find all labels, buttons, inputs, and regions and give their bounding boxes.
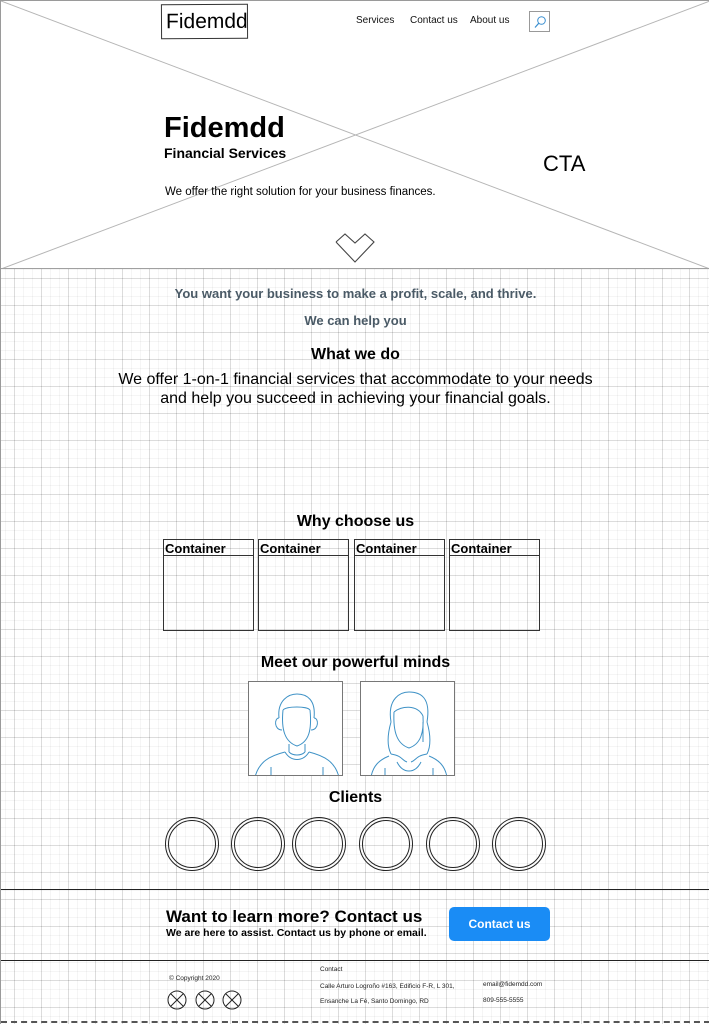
client-logo[interactable]: [492, 817, 546, 871]
what-we-do-title: What we do: [311, 346, 400, 363]
female-avatar-icon: [361, 682, 455, 776]
cta-title: Want to learn more? Contact us: [166, 907, 423, 926]
feature-container: [449, 539, 540, 631]
what-we-do-line-2: and help you succeed in achieving your financial goals.: [160, 390, 551, 407]
social-placeholder-icon[interactable]: [222, 990, 242, 1010]
client-logo[interactable]: [231, 817, 285, 871]
hero-subtitle: Financial Services: [164, 145, 287, 161]
footer-address-line-2: Ensanche La Fé, Santo Domingo, RD: [320, 998, 429, 1005]
hero-section: [1, 1, 709, 269]
logo[interactable]: Fidemdd: [161, 4, 248, 39]
hero-cta[interactable]: CTA: [543, 151, 586, 176]
chevron-down-icon[interactable]: [335, 232, 375, 264]
feature-container-header: Container: [164, 540, 253, 556]
client-logo[interactable]: [426, 817, 480, 871]
footer-phone[interactable]: 809-555-5555: [483, 997, 524, 1004]
nav-about-us[interactable]: About us: [470, 15, 510, 26]
team-title: Meet our powerful minds: [260, 654, 451, 671]
footer-email[interactable]: email@fidemdd.com: [483, 981, 543, 988]
team-member-card[interactable]: [248, 681, 343, 776]
nav-services[interactable]: Services: [356, 15, 395, 26]
footer-address-line-1: Calle Arturo Logroño #163, Edificio F-R, L 301,: [320, 983, 455, 990]
intro-line-2: We can help you: [304, 313, 407, 328]
hero-image-placeholder: [1, 1, 709, 269]
feature-container-header: Container: [259, 540, 348, 556]
male-avatar-icon: [249, 682, 343, 776]
social-placeholder-icon[interactable]: [195, 990, 215, 1010]
feature-container: [258, 539, 349, 631]
cta-subtitle: We are here to assist. Contact us by phone or email.: [166, 927, 427, 939]
feature-container-header: Container: [450, 540, 539, 556]
client-logo[interactable]: [359, 817, 413, 871]
hero-title: Fidemdd: [164, 112, 285, 144]
client-logo[interactable]: [292, 817, 346, 871]
contact-us-button[interactable]: Contact us: [449, 907, 550, 941]
intro-line-1: You want your business to make a profit, scale, and thrive.: [174, 286, 537, 301]
footer-contact-heading: Contact: [320, 966, 343, 973]
clients-title: Clients: [328, 789, 383, 806]
social-placeholder-icon[interactable]: [167, 990, 187, 1010]
why-choose-us-title: Why choose us: [296, 513, 415, 530]
search-icon: [533, 15, 547, 29]
nav-contact-us[interactable]: Contact us: [410, 15, 458, 26]
hero-tagline: We offer the right solution for your business finances.: [165, 186, 436, 198]
feature-container-header: Container: [355, 540, 444, 556]
search-button[interactable]: [529, 11, 550, 32]
copyright: © Copyright 2020: [169, 975, 220, 982]
what-we-do-line-1: We offer 1-on-1 financial services that accommodate to your needs: [118, 371, 593, 388]
feature-container: [163, 539, 254, 631]
feature-container: [354, 539, 445, 631]
team-member-card[interactable]: [360, 681, 455, 776]
what-we-do-body: [1, 370, 709, 408]
client-logo[interactable]: [165, 817, 219, 871]
